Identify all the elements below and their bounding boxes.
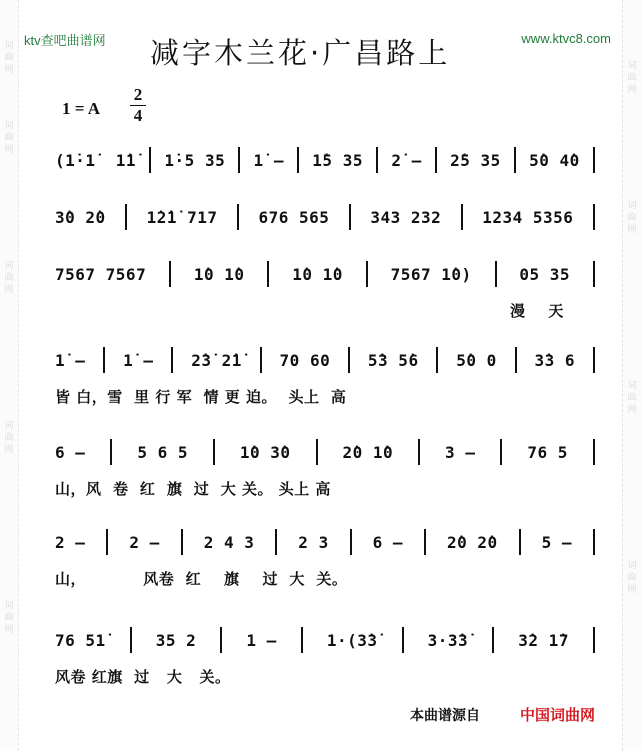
footer-site-link[interactable]: 中国词曲网 <box>520 706 596 724</box>
measure: 2̇ – <box>391 150 422 170</box>
measure: 1̇ – <box>123 350 154 370</box>
bar-line <box>267 261 269 287</box>
measure: 7567 7567 <box>55 264 147 284</box>
lyrics-line: 皆 白，雪 里 行 军 情 更 迫。 头上 高 <box>55 388 347 406</box>
bar-line <box>103 347 105 373</box>
bar-line <box>275 529 277 555</box>
side-watermark-mark: 曲 <box>627 573 637 583</box>
measure: 3̇2 1̇7 <box>518 630 569 650</box>
side-watermark-mark: 词 <box>4 41 14 51</box>
bar-line <box>348 347 350 373</box>
bar-line <box>593 529 595 555</box>
measure: 1234 5356 <box>482 207 574 227</box>
bar-line <box>593 627 595 653</box>
measure: 76 51̇ <box>55 630 106 650</box>
measure: 35 2 <box>155 630 197 650</box>
left-side-stripe <box>0 0 19 751</box>
measure: 2 – <box>129 532 160 552</box>
bar-line <box>350 529 352 555</box>
bar-line <box>436 347 438 373</box>
notes-line <box>55 205 595 229</box>
side-watermark-mark: 词 <box>4 421 14 431</box>
score-line <box>55 628 595 688</box>
side-watermark-mark: 网 <box>4 285 14 295</box>
measure: 70 60 <box>279 350 331 370</box>
side-watermark-mark: 词 <box>627 61 637 71</box>
measure: 1̇0 1̇0 <box>193 264 245 284</box>
measure: 2 4 3 <box>203 532 255 552</box>
bar-line <box>418 439 420 465</box>
side-watermark-mark: 曲 <box>4 53 14 63</box>
bar-line <box>500 439 502 465</box>
bar-line <box>181 529 183 555</box>
side-watermark-mark: 网 <box>627 85 637 95</box>
bar-line <box>492 627 494 653</box>
bar-line <box>297 147 299 173</box>
bar-line <box>402 627 404 653</box>
measure: 5̇3 5̇6 <box>367 350 419 370</box>
side-watermark-mark: 网 <box>4 445 14 455</box>
measure: 1̇·5 35 <box>164 150 226 170</box>
measure: 3·3̇3̇ <box>427 630 469 650</box>
side-watermark-mark: 网 <box>627 225 637 235</box>
measure: 343 232 <box>370 207 442 227</box>
side-watermark-mark: 曲 <box>4 613 14 623</box>
footer-source-text: 本曲谱源自 <box>410 708 480 724</box>
side-watermark-mark: 词 <box>627 561 637 571</box>
bar-line <box>316 439 318 465</box>
bar-line <box>593 347 595 373</box>
bar-line <box>110 439 112 465</box>
score-line <box>55 262 595 322</box>
measure: 7567 1̇0) <box>390 264 472 284</box>
bar-line <box>220 627 222 653</box>
measure: 3 – <box>445 442 476 462</box>
measure: 2 3 <box>298 532 329 552</box>
score-line <box>55 348 595 408</box>
measure: 2 – <box>55 532 86 552</box>
time-signature-numerator: 2 <box>133 85 143 104</box>
side-watermark-mark: 网 <box>4 145 14 155</box>
measure: 1̇5 35 <box>312 150 363 170</box>
bar-line <box>169 261 171 287</box>
bar-line <box>593 261 595 287</box>
measure: 1·(3̇3̇ <box>326 630 378 650</box>
measure: 2̇0 2̇0 <box>446 532 498 552</box>
measure: 1 – <box>246 630 277 650</box>
bar-line <box>424 529 426 555</box>
bar-line <box>515 347 517 373</box>
measure: (1̇·1̇ 1̇1̇ <box>55 150 137 170</box>
lyrics-line: 风卷 红旗 过 大 关。 <box>55 668 231 686</box>
measure: 5̇0 4̇0 <box>529 150 580 170</box>
measure: 5 6 5 <box>137 442 188 462</box>
notes-line <box>55 440 595 464</box>
side-watermark-mark: 曲 <box>627 213 637 223</box>
bar-line <box>461 204 463 230</box>
side-watermark-mark: 曲 <box>627 73 637 83</box>
side-watermark-mark: 网 <box>4 625 14 635</box>
measure: 1̇2̇1̇ 717 <box>146 207 218 227</box>
measure: 1̇ – <box>253 150 284 170</box>
side-watermark-mark: 曲 <box>4 433 14 443</box>
side-watermark-mark: 词 <box>4 601 14 611</box>
measure: 6 – <box>372 532 404 552</box>
bar-line <box>376 147 378 173</box>
measure: 1̇0 1̇0 <box>292 264 343 284</box>
bar-line <box>238 147 240 173</box>
right-side-stripe <box>622 0 641 751</box>
side-watermark-mark: 曲 <box>4 273 14 283</box>
score-line <box>55 205 595 229</box>
time-signature-denominator: 4 <box>133 106 143 125</box>
notes-line <box>55 262 595 286</box>
score-line <box>55 530 595 590</box>
score-line <box>55 440 595 500</box>
bar-line <box>213 439 215 465</box>
side-watermark-mark: 网 <box>4 65 14 75</box>
bar-line <box>149 147 151 173</box>
measure: 6 – <box>55 442 86 462</box>
header-site-link[interactable]: ktv查吧曲谱网 <box>24 33 106 48</box>
measure: 76 5 <box>527 442 568 462</box>
score-line <box>55 148 595 172</box>
side-watermark-mark: 词 <box>4 261 14 271</box>
key-signature: 1 = A <box>62 99 101 118</box>
measure: 3̇3 6 <box>534 350 576 370</box>
lyrics-line: 山，风 卷 红 旗 过 大 关。 头上 高 <box>55 480 331 498</box>
bar-line <box>237 204 239 230</box>
side-watermark-mark: 网 <box>627 405 637 415</box>
side-watermark-mark: 曲 <box>4 133 14 143</box>
bar-line <box>130 627 132 653</box>
side-watermark-mark: 网 <box>627 585 637 595</box>
bar-line <box>106 529 108 555</box>
measure: 5̇0 0 <box>456 350 497 370</box>
lyrics-line: 山， 风卷 红 旗 过 大 关。 <box>55 570 348 588</box>
notes-line <box>55 628 595 652</box>
measure: 2̇5 35 <box>450 150 501 170</box>
measure: 3̇0 2̇0 <box>55 207 106 227</box>
bar-line <box>171 347 173 373</box>
page-title: 减字木兰花·广昌路上 <box>150 36 451 70</box>
measure: 2̇3̇ 2̇1̇ <box>191 350 242 370</box>
side-watermark-mark: 词 <box>4 121 14 131</box>
notes-line <box>55 148 595 172</box>
bar-line <box>593 439 595 465</box>
notes-line <box>55 530 595 554</box>
bar-line <box>593 204 595 230</box>
side-watermark-mark: 曲 <box>627 393 637 403</box>
bar-line <box>514 147 516 173</box>
measure: 1̇ – <box>55 350 86 370</box>
measure: 2̇0 1̇0 <box>342 442 394 462</box>
measure: 1̇0 3̇0 <box>239 442 291 462</box>
measure: 5 – <box>541 532 572 552</box>
lyrics-line: 漫 天 <box>510 302 564 320</box>
notes-line <box>55 348 595 372</box>
bar-line <box>301 627 303 653</box>
bar-line <box>519 529 521 555</box>
bar-line <box>260 347 262 373</box>
bar-line <box>349 204 351 230</box>
bar-line <box>366 261 368 287</box>
bar-line <box>435 147 437 173</box>
measure: 05 35 <box>519 264 571 284</box>
measure: 676 565 <box>258 207 330 227</box>
bar-line <box>593 147 595 173</box>
side-watermark-mark: 词 <box>627 381 637 391</box>
side-watermark-mark: 词 <box>627 201 637 211</box>
bar-line <box>495 261 497 287</box>
time-signature <box>130 86 146 125</box>
header-url-link[interactable]: www.ktvc8.com <box>521 31 611 46</box>
bar-line <box>125 204 127 230</box>
